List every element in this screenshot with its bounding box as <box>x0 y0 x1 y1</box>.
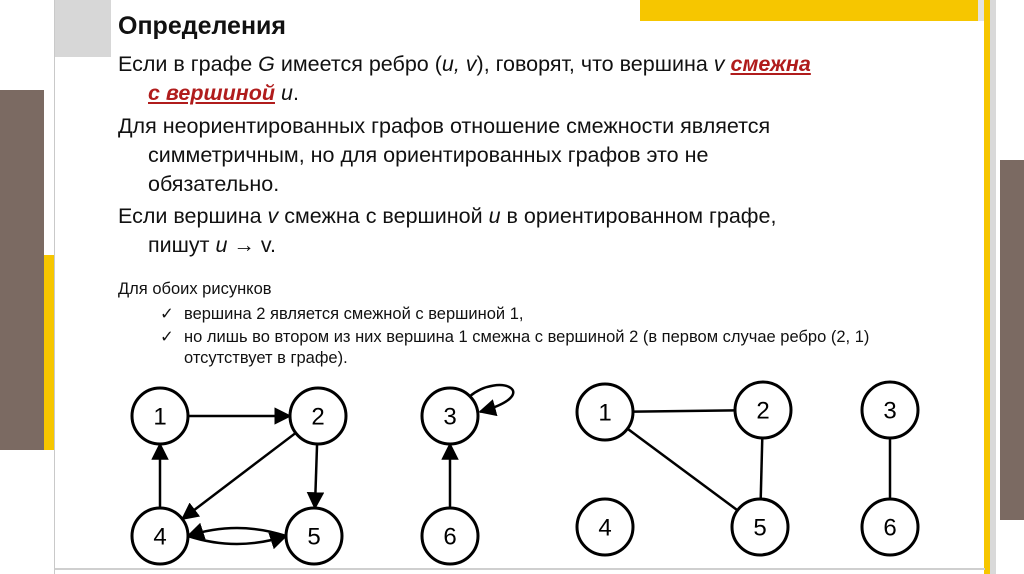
definition-paragraph-2 <box>118 112 978 199</box>
directed-graph <box>132 385 513 564</box>
p1-text-1: Если в графе <box>118 52 259 76</box>
node-label-1: 1 <box>153 403 167 431</box>
node-label-5: 5 <box>307 523 321 551</box>
edge-1-2 <box>633 410 735 411</box>
p2-line-2: симметричным, но для ориентированных графов это не <box>148 143 709 167</box>
p3-text-2: смежна с вершиной <box>278 204 489 228</box>
p1-end: . <box>292 81 299 105</box>
p3-vertex-v: v <box>267 204 279 228</box>
note-heading: Для обоих рисунков <box>118 280 272 298</box>
slide-title: Определения <box>118 12 287 40</box>
edge-5-4 <box>188 528 286 536</box>
node-label-3: 3 <box>443 403 457 431</box>
node-label-2: 2 <box>311 403 325 431</box>
checkmark-icon: ✓ <box>160 305 174 323</box>
p1-edge-symbol: u, v <box>441 52 477 76</box>
p3-text-3: в ориентированном графе, <box>500 204 777 228</box>
p1-text-3: ), говорят, что вершина <box>476 52 714 76</box>
p2-line-1: Для неориентированных графов отношение смежности является <box>118 114 771 138</box>
p3-arrow: → <box>227 233 261 257</box>
definition-paragraph-3 <box>118 202 978 260</box>
edge-2-5 <box>315 444 317 508</box>
check-item-text: вершина 2 является смежной с вершиной 1, <box>184 305 524 323</box>
node-label-4: 4 <box>153 523 167 551</box>
node-label-2: 2 <box>756 397 770 425</box>
check-item-2 <box>160 327 960 369</box>
node-label-6: 6 <box>883 514 897 542</box>
node-label-6: 6 <box>443 523 457 551</box>
adjacent-term-1: смежна <box>730 52 811 76</box>
p1-vertex-v: v <box>713 52 725 76</box>
node-label-3: 3 <box>883 397 897 425</box>
check-item-1 <box>160 304 960 325</box>
check-item-text: но лишь во втором из них вершина 1 смежна с вершиной 2 (в первом случае ребро (2, 1) отсутствует в графе). <box>184 328 870 367</box>
p3-vertex-u: u <box>488 204 501 228</box>
edge-2-5 <box>761 438 763 499</box>
p3-notation-u: u <box>215 233 228 257</box>
p1-text-2: имеется ребро ( <box>274 52 442 76</box>
edge-1-5 <box>627 429 737 511</box>
undirected-graph <box>577 382 918 555</box>
definition-paragraph-1 <box>118 50 978 108</box>
p2-line-3: обязательно. <box>148 172 280 196</box>
p3-text-4: пишут <box>148 233 216 257</box>
p1-graph-symbol: G <box>258 52 275 76</box>
node-label-4: 4 <box>598 514 612 542</box>
checkmark-icon: ✓ <box>160 328 174 346</box>
edge-2-4 <box>182 433 295 519</box>
node-label-1: 1 <box>598 399 612 427</box>
p3-text-1: Если вершина <box>118 204 268 228</box>
graph-figures <box>0 380 1024 574</box>
node-label-5: 5 <box>753 514 767 542</box>
check-list <box>160 304 960 371</box>
edge-4-5 <box>188 536 286 544</box>
p1-vertex-u: u <box>280 81 293 105</box>
p3-notation-v: v. <box>260 233 277 257</box>
adjacent-term-2: с вершиной <box>148 81 275 105</box>
